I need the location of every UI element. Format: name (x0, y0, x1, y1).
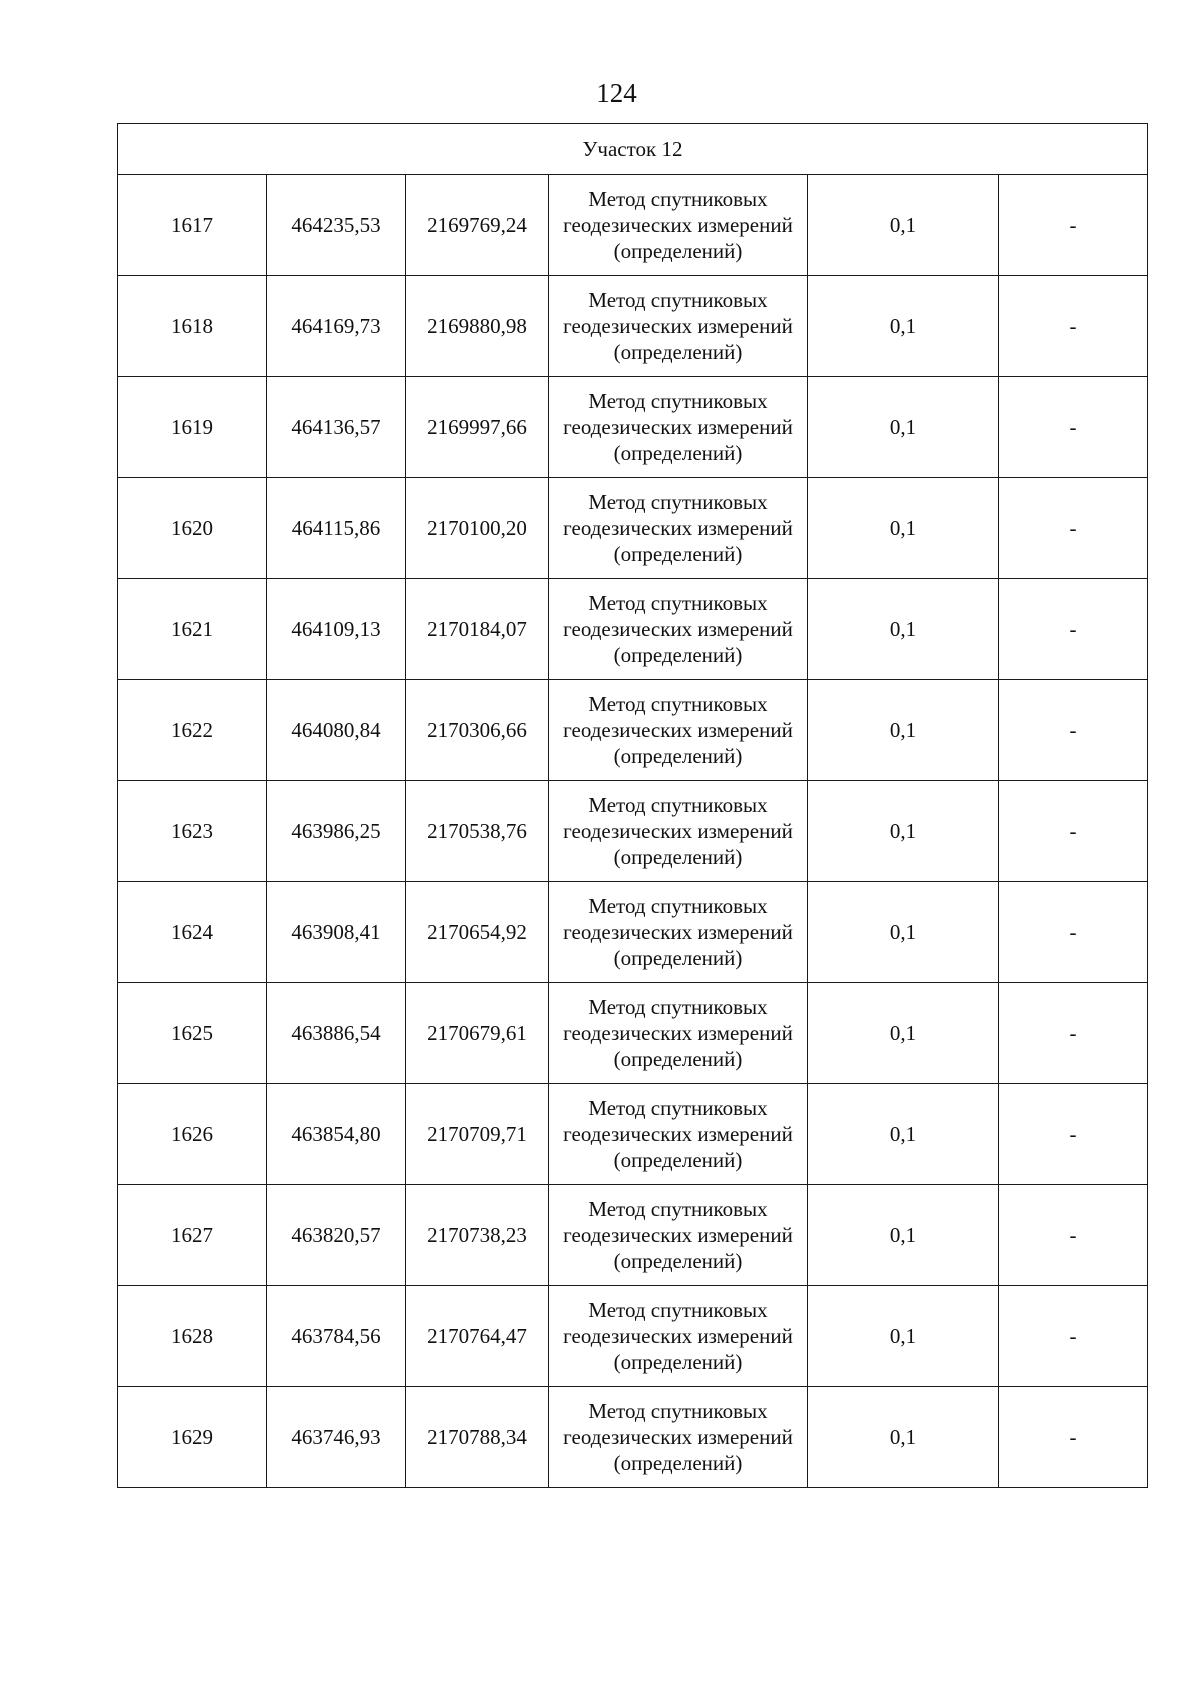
coordinate-x: 464136,57 (267, 377, 406, 478)
method-line-3: (определений) (613, 946, 743, 970)
method-line-1: Метод спутниковых (588, 894, 768, 918)
description: - (999, 983, 1148, 1084)
coordinate-y: 2170184,07 (406, 579, 549, 680)
point-number: 1617 (118, 175, 267, 276)
coordinate-y: 2170306,66 (406, 680, 549, 781)
method-line-2: геодезических измерений (563, 1223, 793, 1247)
method-line-1: Метод спутниковых (588, 389, 768, 413)
coordinate-y: 2169997,66 (406, 377, 549, 478)
accuracy: 0,1 (808, 478, 999, 579)
accuracy: 0,1 (808, 983, 999, 1084)
point-number: 1627 (118, 1185, 267, 1286)
point-number: 1619 (118, 377, 267, 478)
description: - (999, 175, 1148, 276)
method-line-1: Метод спутниковых (588, 1399, 768, 1423)
coordinate-x: 463908,41 (267, 882, 406, 983)
coordinate-y: 2170764,47 (406, 1286, 549, 1387)
point-number: 1626 (118, 1084, 267, 1185)
method-line-3: (определений) (613, 340, 743, 364)
method-line-1: Метод спутниковых (588, 591, 768, 615)
table-row (118, 175, 1148, 276)
table-row (118, 1084, 1148, 1185)
accuracy: 0,1 (808, 1084, 999, 1185)
coordinate-y: 2170654,92 (406, 882, 549, 983)
coordinates-table (117, 123, 1148, 1488)
point-number: 1620 (118, 478, 267, 579)
point-number: 1629 (118, 1387, 267, 1488)
description: - (999, 1084, 1148, 1185)
accuracy: 0,1 (808, 680, 999, 781)
coordinate-x: 464109,13 (267, 579, 406, 680)
point-number: 1618 (118, 276, 267, 377)
accuracy: 0,1 (808, 882, 999, 983)
description: - (999, 1387, 1148, 1488)
accuracy: 0,1 (808, 579, 999, 680)
point-number: 1625 (118, 983, 267, 1084)
method-cell (549, 276, 808, 377)
method-line-3: (определений) (613, 1451, 743, 1475)
table-row (118, 781, 1148, 882)
method-cell (549, 175, 808, 276)
method-line-2: геодезических измерений (563, 617, 793, 641)
method-line-3: (определений) (613, 845, 743, 869)
table-row (118, 1286, 1148, 1387)
coordinate-x: 463854,80 (267, 1084, 406, 1185)
method-line-3: (определений) (613, 744, 743, 768)
point-number: 1628 (118, 1286, 267, 1387)
point-number: 1623 (118, 781, 267, 882)
description: - (999, 1185, 1148, 1286)
method-line-1: Метод спутниковых (588, 995, 768, 1019)
section-header-row (118, 124, 1148, 175)
table-row (118, 579, 1148, 680)
method-line-1: Метод спутниковых (588, 187, 768, 211)
table-body (118, 124, 1148, 1488)
accuracy: 0,1 (808, 175, 999, 276)
description: - (999, 781, 1148, 882)
coordinate-x: 464080,84 (267, 680, 406, 781)
point-number: 1624 (118, 882, 267, 983)
table-row (118, 276, 1148, 377)
method-line-1: Метод спутниковых (588, 1096, 768, 1120)
coordinate-x: 463820,57 (267, 1185, 406, 1286)
accuracy: 0,1 (808, 377, 999, 478)
method-line-3: (определений) (613, 239, 743, 263)
description: - (999, 579, 1148, 680)
accuracy: 0,1 (808, 1286, 999, 1387)
table-row (118, 478, 1148, 579)
method-line-3: (определений) (613, 643, 743, 667)
coordinate-y: 2170709,71 (406, 1084, 549, 1185)
method-line-1: Метод спутниковых (588, 1298, 768, 1322)
coordinate-y: 2170788,34 (406, 1387, 549, 1488)
coordinate-x: 463986,25 (267, 781, 406, 882)
point-number: 1622 (118, 680, 267, 781)
accuracy: 0,1 (808, 781, 999, 882)
coordinate-x: 464169,73 (267, 276, 406, 377)
method-line-3: (определений) (613, 1148, 743, 1172)
method-line-1: Метод спутниковых (588, 490, 768, 514)
table-row (118, 1185, 1148, 1286)
method-line-2: геодезических измерений (563, 415, 793, 439)
method-cell (549, 1185, 808, 1286)
coordinate-y: 2170738,23 (406, 1185, 549, 1286)
coordinate-x: 464235,53 (267, 175, 406, 276)
coordinate-x: 464115,86 (267, 478, 406, 579)
accuracy: 0,1 (808, 1387, 999, 1488)
page-number: 124 (596, 78, 637, 108)
method-line-2: геодезических измерений (563, 1425, 793, 1449)
method-line-1: Метод спутниковых (588, 1197, 768, 1221)
section-title: Участок 12 (118, 124, 1148, 175)
method-line-3: (определений) (613, 1350, 743, 1374)
method-line-1: Метод спутниковых (588, 692, 768, 716)
point-number: 1621 (118, 579, 267, 680)
table-row (118, 680, 1148, 781)
table-row (118, 377, 1148, 478)
method-line-3: (определений) (613, 1047, 743, 1071)
method-line-3: (определений) (613, 542, 743, 566)
coordinate-x: 463746,93 (267, 1387, 406, 1488)
coordinate-y: 2169880,98 (406, 276, 549, 377)
description: - (999, 882, 1148, 983)
accuracy: 0,1 (808, 276, 999, 377)
coordinate-y: 2170538,76 (406, 781, 549, 882)
method-cell (549, 680, 808, 781)
coordinate-y: 2169769,24 (406, 175, 549, 276)
table-row (118, 983, 1148, 1084)
method-cell (549, 882, 808, 983)
method-line-2: геодезических измерений (563, 314, 793, 338)
accuracy: 0,1 (808, 1185, 999, 1286)
coordinate-x: 463784,56 (267, 1286, 406, 1387)
method-cell (549, 1084, 808, 1185)
method-cell (549, 478, 808, 579)
method-line-3: (определений) (613, 441, 743, 465)
method-cell (549, 1387, 808, 1488)
method-line-1: Метод спутниковых (588, 288, 768, 312)
coordinate-y: 2170100,20 (406, 478, 549, 579)
method-line-2: геодезических измерений (563, 1021, 793, 1045)
description: - (999, 680, 1148, 781)
method-cell (549, 781, 808, 882)
method-cell (549, 983, 808, 1084)
method-line-2: геодезических измерений (563, 1324, 793, 1348)
method-line-2: геодезических измерений (563, 516, 793, 540)
method-cell (549, 377, 808, 478)
method-line-2: геодезических измерений (563, 920, 793, 944)
method-line-1: Метод спутниковых (588, 793, 768, 817)
table-row (118, 882, 1148, 983)
method-line-2: геодезических измерений (563, 819, 793, 843)
description: - (999, 276, 1148, 377)
method-line-2: геодезических измерений (563, 1122, 793, 1146)
description: - (999, 1286, 1148, 1387)
description: - (999, 377, 1148, 478)
method-cell (549, 1286, 808, 1387)
coordinate-y: 2170679,61 (406, 983, 549, 1084)
description: - (999, 478, 1148, 579)
method-line-3: (определений) (613, 1249, 743, 1273)
table-row (118, 1387, 1148, 1488)
coordinate-x: 463886,54 (267, 983, 406, 1084)
method-line-2: геодезических измерений (563, 213, 793, 237)
method-line-2: геодезических измерений (563, 718, 793, 742)
method-cell (549, 579, 808, 680)
